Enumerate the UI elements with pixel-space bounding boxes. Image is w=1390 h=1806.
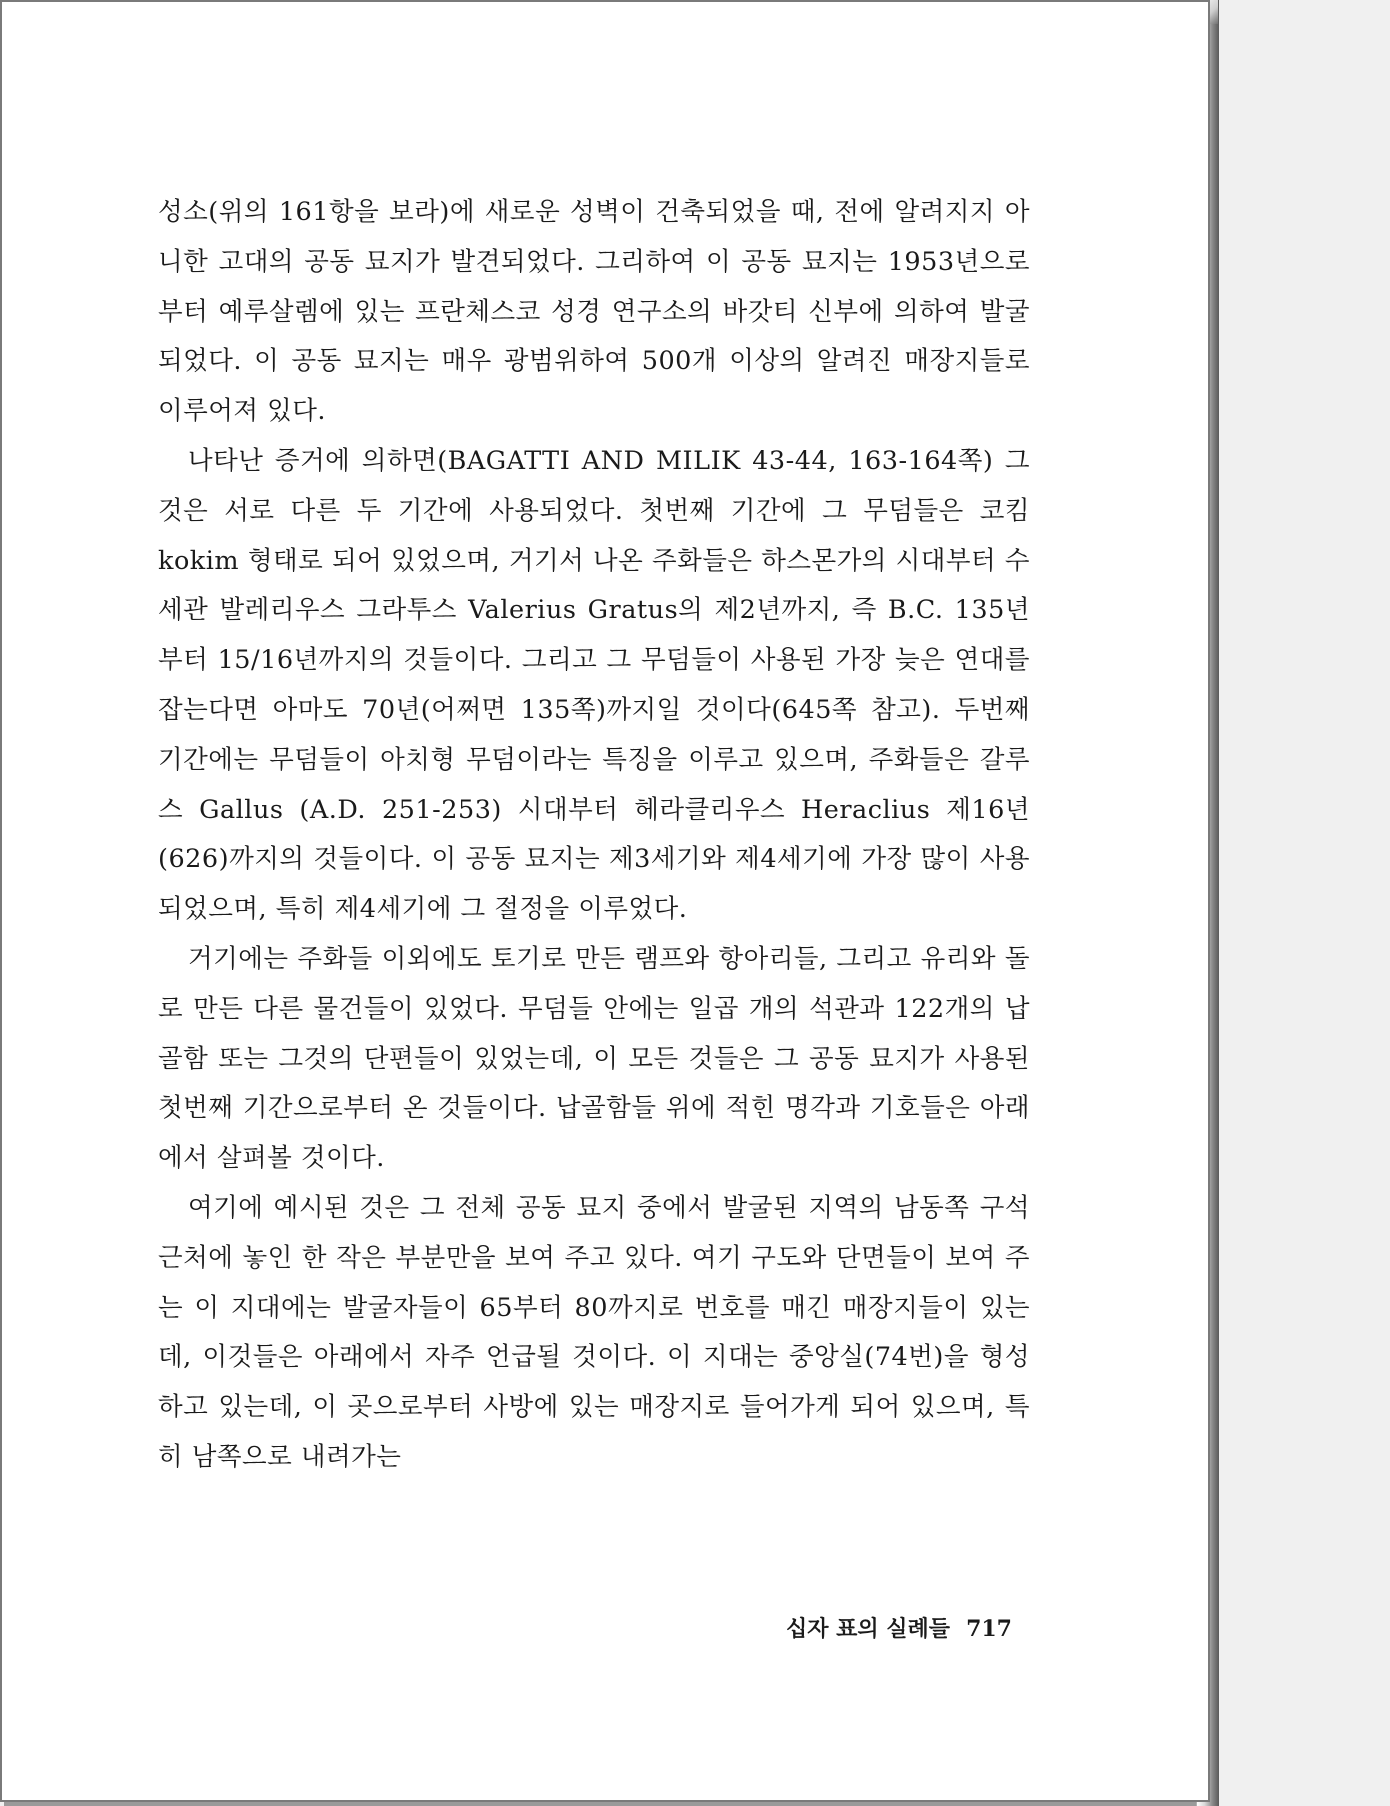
page-footer bbox=[762, 1612, 1012, 1643]
paragraph-1: 성소(위의 161항을 보라)에 새로운 성벽이 건축되었을 때, 전에 알려지지 아니한 고대의 공동 묘지가 발견되었다. 그리하여 이 공동 묘지는 1953년으로부터 예루살렘에 있는 프란체스코 성경 연구소의 바갓티 신부에 의하여 발굴되었다. 이 공동 묘지는 매우 광범위하여 500개 이상의 알려진 매장지들로 이루어져 있다. bbox=[158, 197, 1030, 427]
page-number: 717 bbox=[966, 1616, 1012, 1642]
running-title: 십자 표의 실례들 bbox=[785, 1617, 951, 1642]
paragraph-4: 여기에 예시된 것은 그 전체 공동 묘지 중에서 발굴된 지역의 남동쪽 구석 근처에 놓인 한 작은 부분만을 보여 주고 있다. 여기 구도와 단면들이 보여 주는 이 지대에는 발굴자들이 65부터 80까지로 번호를 매긴 매장지들이 있는데, 이것들은 아래에서 자주 언급될 것이다. 이 지대는 중앙실(74번)을 형성하고 있는데, 이 곳으로부터 사방에 있는 매장지로 들어가게 되어 있으며, 특히 남쪽으로 내려가는 bbox=[158, 1192, 1030, 1472]
page-body bbox=[158, 188, 1030, 1483]
paragraph-2: 나타난 증거에 의하면(BAGATTI AND MILIK 43-44, 163-164쪽) 그것은 서로 다른 두 기간에 사용되었다. 첫번째 기간에 그 무덤들은 코킴 kokim 형태로 되어 있었으며, 거기서 나온 주화들은 하스몬가의 시대부터 수세관 발레리우스 그라투스 Valerius Gratus의 제2년까지, 즉 B.C. 135년부터 15/16년까지의 것들이다. 그리고 그 무덤들이 사용된 가장 늦은 연대를 잡는다면 아마도 70년(어쩌면 135쪽)까지일 것이다(645쪽 참고). 두번째 기간에는 무덤들이 아치형 무덤이라는 특징을 이루고 있으며, 주화들은 갈루스 Gallus (A.D. 251-253) 시대부터 헤라클리우스 Heraclius 제16년(626)까지의 것들이다. 이 공동 묘지는 제3세기와 제4세기에 가장 많이 사용되었으며, 특히 제4세기에 그 절정을 이루었다. bbox=[158, 445, 1030, 925]
paragraph-3: 거기에는 주화들 이외에도 토기로 만든 램프와 항아리들, 그리고 유리와 돌로 만든 다른 물건들이 있었다. 무덤들 안에는 일곱 개의 석관과 122개의 납골함 또는 그것의 단편들이 있었는데, 이 모든 것들은 그 공동 묘지가 사용된 첫번째 기간으로부터 온 것들이다. 납골함들 위에 적힌 명각과 기호들은 아래에서 살펴볼 것이다. bbox=[158, 943, 1030, 1174]
